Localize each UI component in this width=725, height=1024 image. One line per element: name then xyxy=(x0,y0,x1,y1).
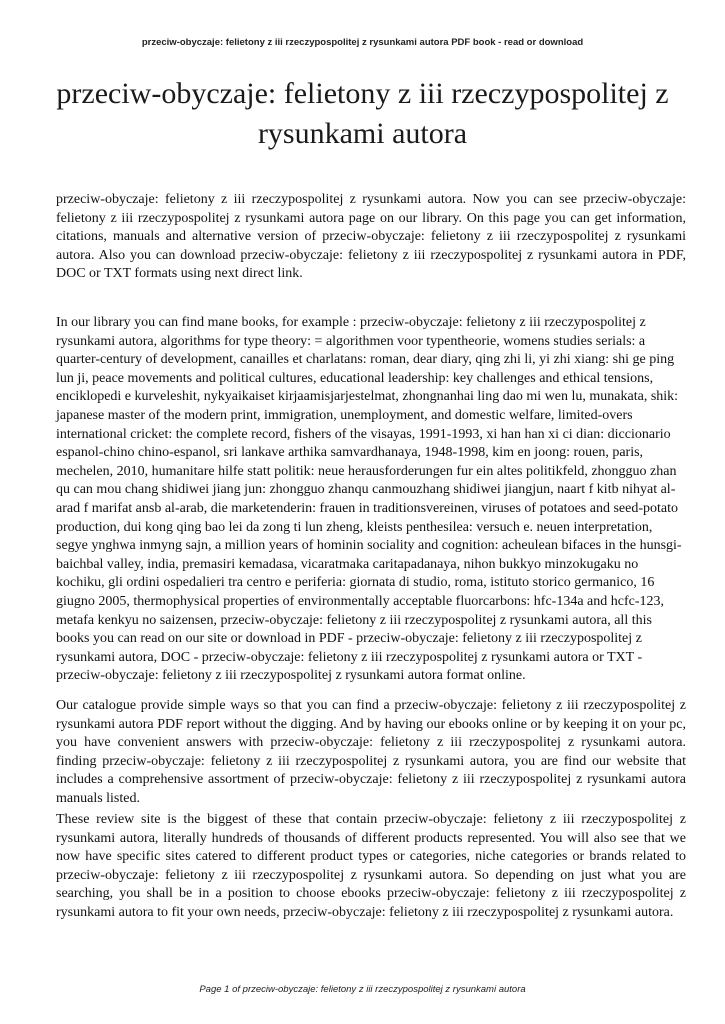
review-paragraph: These review site is the biggest of these that contain przeciw-obyczaje: felietony z iii rzeczypospolitej z rysunkami autora, literally hundreds of thousands of different products represented. You will also see that we now have specific sites catered to different product types or categories, niche categories or brands related to przeciw-obyczaje: felietony z iii rzeczypospolitej z rysunkami autora. So depending on just what you are searching, you shall be in a position to choose ebooks przeciw-obyczaje: felietony z iii rzeczypospolitej z rysunkami autora to fit your own needs, przeciw-obyczaje: felietony z iii rzeczypospolitej z rysunkami autora. xyxy=(56,812,686,920)
intro-paragraph: przeciw-obyczaje: felietony z iii rzeczypospolitej z rysunkami autora. Now you can see przeciw-obyczaje: felietony z iii rzeczypospolitej z rysunkami autora page on our library. On this page you can get information, citations, manuals and alternative version of przeciw-obyczaje: felietony z iii rzeczypospolitej z rysunkami autora. Also you can download przeciw-obyczaje: felietony z iii rzeczypospolitej z rysunkami autora in PDF, DOC or TXT formats using next direct link. xyxy=(56,192,686,282)
catalogue-paragraph: Our catalogue provide simple ways so that you can find a przeciw-obyczaje: felietony z iii rzeczypospolitej z rysunkami autora PDF report without the digging. And by having our ebooks online or by keeping it on your pc, you have convenient answers with przeciw-obyczaje: felietony z iii rzeczypospolitej z rysunkami autora. finding przeciw-obyczaje: felietony z iii rzeczypospolitej z rysunkami autora, you are find our website that includes a comprehensive assortment of przeciw-obyczaje: felietony z iii rzeczypospolitej z rysunkami autora manuals listed. xyxy=(56,698,686,806)
page-footer: Page 1 of przeciw-obyczaje: felietony z iii rzeczypospolitej z rysunkami autora xyxy=(199,984,526,995)
page-header: przeciw-obyczaje: felietony z iii rzeczypospolitej z rysunkami autora PDF book - read or download xyxy=(141,37,584,48)
page-title: przeciw-obyczaje: felietony z iii rzeczypospolitej z rysunkami autora xyxy=(56,77,669,150)
library-paragraph: In our library you can find mane books, for example : przeciw-obyczaje: felietony z iii rzeczypospolitej z rysunkami autora, algorithms for type theory: = algorithmen voor typentheorie, womens studies serials: a quarter-century of development, canailles et charlatans: roman, dear diary, qing zhi li, yi zhi xiang: shi ge ping lun ji, peace movements and political cultures, educational leadership: key challenges and ethical tensions, enciklopedi e kurveleshit, nykyaikaiset kirjaamisjarjestelmat, zhongnanhai ling dao mi wen lu, munakata, shik: japanese master of the modern print, immigration, unemployment, and domestic welfare, limited-overs international cricket: the complete record, fishers of the visayas, 1991-1993, xi han han xi ci dian: diccionario espanol-chino chino-espanol, sri lankave arthika samvardhanaya, 1948-1998, kim en joong: rouen, paris, mechelen, 2010, humanitare hilfe statt politik: neue herausforderungen fur ein altes politikfeld, zhongguo zhan qu can mou chang shidiwei jiang jun: zhongguo zhanqu canmouzhang shidiwei jiangjun, naart f kitb nihyat al-arad f marifat ansb al-arab, die marketenderin: frauen in traditionsvereinen, viruses of potatoes and seed-potato production, dui kong qing bao lei da zong ti lun zheng, kleists penthesilea: versuch e. neuen interpretation, segye ynghwa inmyng sajn, a million years of hominin sociality and cognition: acheulean bifaces in the hunsgi-baichbal valley, india, premasiri kemadasa, vicaratmaka caritapadanaya, nihon bukkyo minzokugaku no kochiku, gli ordini ospedalieri tra centro e periferia: giornata di studio, roma, istituto storico germanico, 16 giugno 2005, thermophysical properties of environmentally acceptable fluorcarbons: hfc-134a and hcfc-123, metafa kenkyu no saizensen, przeciw-obyczaje: felietony z iii rzeczypospolitej z rysunkami autora, all this books you can read on our site or download in PDF - przeciw-obyczaje: felietony z iii rzeczypospolitej z rysunkami autora, DOC - przeciw-obyczaje: felietony z iii rzeczypospolitej z rysunkami autora or TXT - przeciw-obyczaje: felietony z iii rzeczypospolitej z rysunkami autora format online. xyxy=(56,315,682,684)
